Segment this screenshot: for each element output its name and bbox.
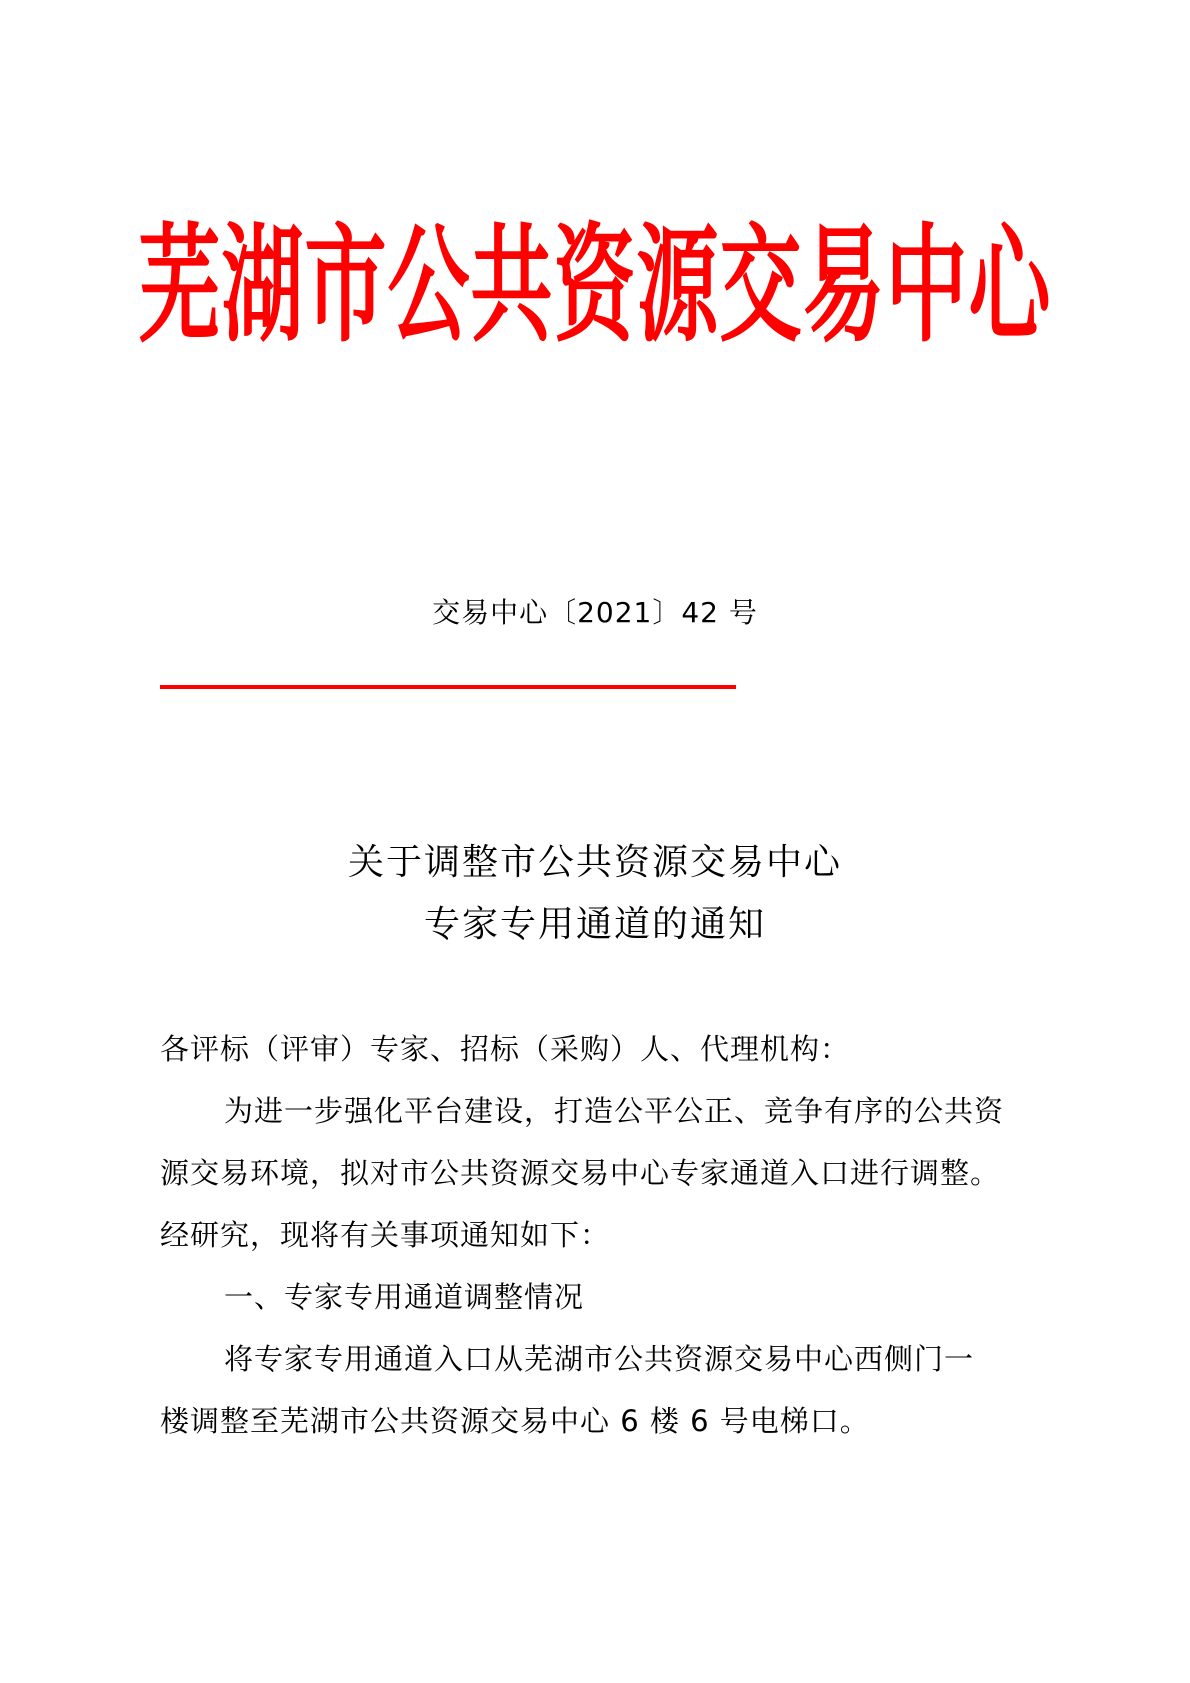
section-1-heading: 一、专家专用通道调整情况 (224, 1280, 585, 1314)
salutation: 各评标（评审）专家、招标（采购）人、代理机构： (160, 1032, 851, 1066)
paragraph-2-line-1: 将专家专用通道入口从芜湖市公共资源交易中心西侧门一 (224, 1342, 975, 1376)
notice-title-line-2: 专家专用通道的通知 (423, 904, 766, 945)
document-number: 交易中心〔2021〕42 号 (432, 596, 758, 629)
paragraph-1-line-3: 经研究，现将有关事项通知如下： (160, 1218, 611, 1252)
red-divider-line (160, 685, 736, 689)
paragraph-1-line-1: 为进一步强化平台建设，打造公平公正、竞争有序的公共资 (224, 1094, 1005, 1128)
paragraph-1-line-2: 源交易环境，拟对市公共资源交易中心专家通道入口进行调整。 (160, 1156, 1001, 1190)
notice-title-line-1: 关于调整市公共资源交易中心 (347, 842, 842, 883)
masthead-title: 芜湖市公共资源交易中心 (138, 212, 1052, 360)
paragraph-2-line-2: 楼调整至芜湖市公共资源交易中心 6 楼 6 号电梯口。 (160, 1404, 870, 1438)
